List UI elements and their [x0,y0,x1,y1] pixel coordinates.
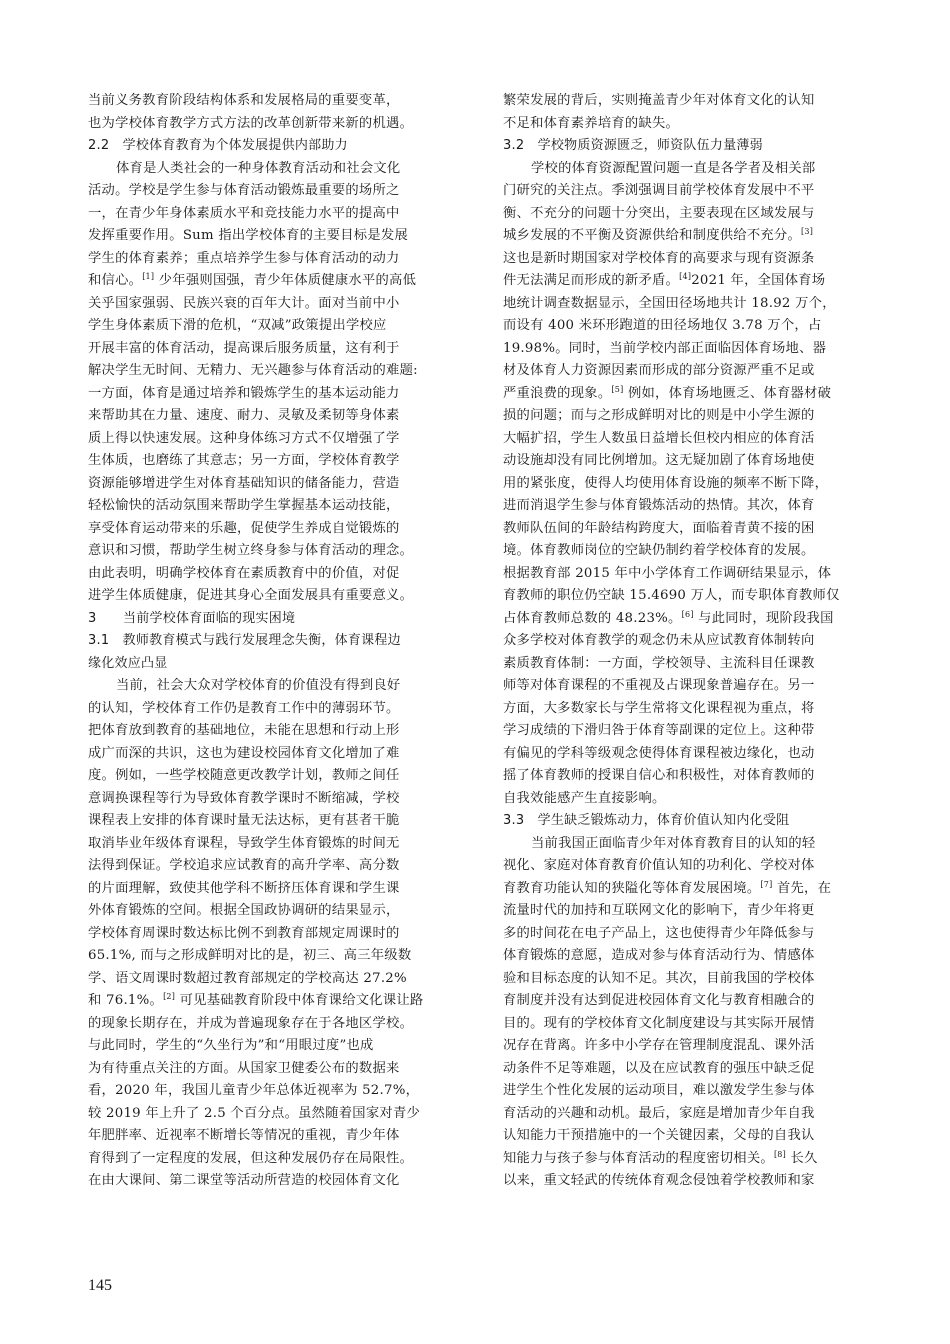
line-text: 目的。现有的学校体育文化制度建设与其实际开展情 [503,1015,815,1031]
line-text: 境。体育教师岗位的空缺仍制约着学校体育的发展。 [503,543,815,558]
paragraph-line [88,563,470,586]
paragraph-line [503,698,885,721]
line-text: 也为学校体育教学方式方法的改革创新带来新的机遇。 [88,115,414,131]
line-text: 来帮助其在力量、速度、耐力、灵敏及柔韧等身体素 [88,408,400,423]
line-text: 体育锻炼的意愿，造成对参与体育活动行为、情感体 [503,948,815,963]
paragraph-line [88,405,470,428]
line-text: 享受体育运动带来的乐趣，促使学生养成自觉锻炼的 [88,520,400,536]
paragraph-line [88,833,470,856]
line-text: 取消毕业年级体育课程，导致学生体育锻炼的时间无 [88,835,400,851]
line-text: 城乡发展的不平衡及资源供给和制度供给不充分。 [503,228,802,243]
line-text: 由此表明，明确学校体育在素质教育中的价值，对促 [88,565,400,581]
line-text: 进学生个性化发展的运动项目，难以激发学生参与体 [503,1083,815,1098]
line-text: 年肥胖率、近视率不断增长等情况的重视，青少年体 [88,1128,400,1143]
line-text: 学、语文周课时数超过教育部规定的学校高达 27.2% [88,970,407,986]
paragraph-line [503,1148,885,1171]
section-heading-line [503,810,885,833]
line-text: 根据教育部 2015 年中小学体育工作调研结果显示，体 [503,565,832,581]
line-text: 体育是人类社会的一种身体教育活动和社会文化 [116,160,401,176]
line-text: 3.1 教师教育模式与践行发展理念失衡，体育课程边 [88,633,401,648]
paragraph-line [88,315,470,338]
paragraph-line [88,293,470,316]
line-text-continued: 可见基础教育阶段中体育课给文化课让路 [175,993,424,1008]
paragraph-line [88,990,470,1013]
line-text: 3.3 学生缺乏锻炼动力，体育价值认知内化受阻 [503,813,790,828]
line-text: 损的问题；而与之形成鲜明对比的则是中小学生源的 [503,408,815,423]
line-text: 的片面理解，致使其他学科不断挤压体育课和学生课 [88,880,400,896]
right-text-column [503,90,885,1193]
citation-marker: [5] [611,384,624,394]
line-text: 的现象长期存在，并成为普遍现象存在于各地区学校。 [88,1015,414,1031]
paragraph-line [503,450,885,473]
paragraph-line [88,1080,470,1103]
line-text: 进而消退学生参与体育锻炼活动的热情。其次，体育 [503,498,815,513]
paragraph-line [88,1125,470,1148]
paragraph-line [503,270,885,293]
line-text: 学生身体素质下滑的危机，“双减”政策提出学校应 [88,318,387,333]
paragraph-line [88,270,470,293]
line-text: 不足和体育素养培育的缺失。 [503,115,680,131]
line-text: 这也是新时期国家对学校体育的高要求与现有资源条 [503,250,815,266]
paragraph-line [503,473,885,496]
paragraph-line [88,180,470,203]
line-text: 知能力与孩子参与体育活动的程度密切相关。 [503,1150,774,1166]
paragraph-line [88,810,470,833]
paragraph-line [88,248,470,271]
paragraph-line [503,720,885,743]
line-text: 学生的体育素养；重点培养学生参与体育活动的动力 [88,250,400,266]
line-text: 有偏见的学科等级观念使得体育课程被边缘化，也动 [503,745,815,761]
line-text: 缘化效应凸显 [88,655,168,671]
line-text: 学习成绩的下滑归咎于体育等副课的定位上。这种带 [503,723,815,738]
paragraph-line [503,405,885,428]
paragraph-line [503,788,885,811]
paragraph-line [88,1170,470,1193]
paragraph-line [503,653,885,676]
line-text: 而设有 400 米环形跑道的田径场地仅 3.78 万个，占 [503,318,822,333]
line-text: 和信心。 [88,273,143,288]
line-text: 用的紧张度，使得人均使用体育设施的频率不断下降， [503,475,829,491]
paragraph-line [88,720,470,743]
paragraph-line [503,180,885,203]
line-text: 师等对体育课程的不重视及占课现象普遍存在。另一 [503,678,815,693]
citation-marker: [4] [679,272,692,281]
paragraph-line [503,900,885,923]
line-text: 摇了体育教师的授课自信心和积极性，对体育教师的 [503,768,815,783]
paragraph-line [503,743,885,766]
paragraph-line [88,878,470,901]
paragraph-line [503,923,885,946]
paragraph-line [503,1170,885,1193]
line-text: 法得到保证。学校追求应试教育的高升学率、高分数 [88,858,400,873]
line-text: 意识和习惯，帮助学生树立终身参与体育活动的理念。 [88,543,414,558]
line-text: 较 2019 年上升了 2.5 个百分点。虽然随着国家对青少 [88,1105,421,1121]
paragraph-line [503,1035,885,1058]
line-text: 资源能够增进学生对体育基础知识的储备能力，营造 [88,475,400,491]
paragraph-line [503,1058,885,1081]
paragraph-line [503,540,885,563]
paragraph-line [88,1058,470,1081]
paragraph-line [88,585,470,608]
line-text: 育教育功能认知的狭隘化等体育发展困境。 [503,880,761,896]
paragraph-line [503,630,885,653]
paragraph-line [503,495,885,518]
line-text-continued: 长久 [786,1150,818,1166]
paragraph-line [503,833,885,856]
line-text: 外体育锻炼的空间。根据全国政协调研的结果显示， [88,903,400,918]
paragraph-line [503,203,885,226]
paragraph-line [88,428,470,451]
citation-marker: [2] [163,992,176,1001]
line-text: 当前义务教育阶段结构体系和发展格局的重要变革， [88,93,400,108]
line-text: 发挥重要作用。Sum 指出学校体育的主要目标是发展 [88,228,408,243]
line-text: 成广而深的共识，这也为建设校园体育文化增加了难 [88,745,400,761]
citation-marker: [8] [773,1149,787,1159]
paragraph-line [88,360,470,383]
paragraph-line [88,540,470,563]
paragraph-line [503,968,885,991]
paragraph-line [88,765,470,788]
line-text: 大幅扩招，学生人数虽日益增长但校内相应的体育活 [503,430,815,446]
paragraph-line [503,1080,885,1103]
paragraph-line [88,158,470,181]
paragraph-line [503,1125,885,1148]
line-text: 流量时代的加持和互联网文化的影响下，青少年将更 [503,903,815,918]
paragraph-line [503,383,885,406]
line-text: 方面，大多数家长与学生常将文化课程视为重点，将 [503,700,815,716]
line-text: 在由大课间、第二课堂等活动所营造的校园体育文化 [88,1173,400,1188]
paragraph-line [88,383,470,406]
citation-marker: [7] [760,879,773,889]
citation-marker: [3] [801,227,814,236]
paragraph-line [503,563,885,586]
line-text: 一，在青少年身体素质水平和竞技能力水平的提高中 [88,205,400,221]
line-text: 轻松愉快的活动氛围来帮助学生掌握基本运动技能， [88,498,400,513]
line-text: 为有待重点关注的方面。从国家卫健委公布的数据来 [88,1060,400,1076]
paragraph-line [88,1148,470,1171]
paragraph-line [503,315,885,338]
line-text-continued: 少年强则国强，青少年体质健康水平的高低 [154,273,417,288]
line-text: 课程表上安排的体育课时量无法达标，更有甚者干脆 [88,813,400,828]
line-text: 育得到了一定程度的发展，但这种发展仍存在局限性。 [88,1150,414,1166]
paragraph-line [88,518,470,541]
line-text: 自我效能感产生直接影响。 [503,790,666,806]
line-text: 严重浪费的现象。 [503,385,612,401]
page-number: 145 [88,1277,112,1294]
line-text: 意调换课程等行为导致体育教学课时不断缩减，学校 [88,790,400,806]
paragraph-line [503,1103,885,1126]
line-text: 繁荣发展的背后，实则掩盖青少年对体育文化的认知 [503,93,815,108]
line-text: 学校体育周课时数达标比例不到教育部规定周课时的 [88,925,400,941]
line-text: 学校的体育资源配置问题一直是各学者及相关部 [531,160,816,176]
paragraph-line [503,225,885,248]
line-text: 当前，社会大众对学校体育的价值没有得到良好 [116,678,401,693]
paragraph-line [88,855,470,878]
line-text: 开展丰富的体育活动，提高课后服务质量，这有利于 [88,340,400,356]
line-text: 65.1%, 而与之形成鲜明对比的是，初三、高三年级数 [88,948,412,963]
line-text: 众多学校对体育教学的观念仍未从应试教育体制转向 [503,633,815,648]
line-text: 视化、家庭对体育教育价值认知的功利化、学校对体 [503,858,815,873]
section-heading-line [88,135,470,158]
line-text: 生体质，也磨练了其意志；另一方面，学校体育教学 [88,453,400,468]
paragraph-line [503,608,885,631]
line-text-continued: 2021 年，全国体育场 [691,273,826,288]
section-heading-line [88,630,470,653]
line-text: 活动。学校是学生参与体育活动锻炼最重要的场所之 [88,183,400,198]
line-text: 和 76.1%。 [88,993,164,1008]
left-text-column [88,90,470,1193]
line-text: 验和目标态度的认知不足。其次，目前我国的学校体 [503,970,815,986]
line-text: 件无法满足而形成的新矛盾。 [503,273,680,288]
line-text: 与此同时，学生的“久坐行为”和“用眼过度”也成 [88,1038,374,1053]
paragraph-line [88,225,470,248]
line-text: 多的时间花在电子产品上，这也使得青少年降低参与 [503,925,815,941]
paragraph-line [503,585,885,608]
paragraph-line [88,968,470,991]
line-text: 19.98%。同时，当前学校内部正面临因体育场地、器 [503,340,827,356]
paragraph-line [88,788,470,811]
citation-marker: [1] [142,272,155,281]
paragraph-line [503,675,885,698]
line-text: 认知能力干预措施中的一个关键因素，父母的自我认 [503,1128,815,1143]
line-text-continued: 首先，在 [772,880,832,896]
line-text: 育制度并没有达到促进校园体育文化与教育相融合的 [503,993,815,1008]
paragraph-line [503,158,885,181]
paragraph-line [88,1013,470,1036]
paragraph-line [88,495,470,518]
section-heading-line [88,608,470,631]
paragraph-line [88,900,470,923]
paragraph-line [88,1103,470,1126]
paragraph-line [503,518,885,541]
section-heading-line [88,653,470,676]
paragraph-line [88,203,470,226]
paragraph-line [503,248,885,271]
citation-marker: [6] [681,609,694,619]
paragraph-line [503,855,885,878]
paragraph-line [88,473,470,496]
paragraph-line [88,743,470,766]
line-text: 进学生体质健康，促进其身心全面发展具有重要意义。 [88,588,414,603]
paragraph-line [88,338,470,361]
paragraph-line [88,450,470,473]
line-text: 质上得以快速发展。这种身体练习方式不仅增强了学 [88,430,400,446]
line-text: 育活动的兴趣和动机。最后，家庭是增加青少年自我 [503,1105,815,1121]
line-text: 3 当前学校体育面临的现实困境 [88,610,296,626]
section-heading-line [503,135,885,158]
line-text: 看，2020 年，我国儿童青少年总体近视率为 52.7%， [88,1083,420,1098]
paragraph-line [503,878,885,901]
line-text-continued: 与此同时，现阶段我国 [693,610,834,626]
line-text: 占体育教师总数的 48.23%。 [503,610,682,626]
paragraph-line [88,698,470,721]
line-text: 教师队伍间的年龄结构跨度大，面临着青黄不接的困 [503,520,815,536]
line-text: 况存在背离。许多中小学存在管理制度混乱、课外活 [503,1038,815,1053]
line-text-continued: 例如，体育场地匮乏、体育器材破 [623,385,832,401]
line-text: 素质教育体制：一方面，学校领导、主流科目任课教 [503,655,815,671]
paragraph-line [503,765,885,788]
line-text: 动设施却没有同比例增加。这无疑加剧了体育场地使 [503,453,815,468]
paragraph-line [503,293,885,316]
paragraph-line [88,923,470,946]
line-text: 的认知，学校体育工作仍是教育工作中的薄弱环节。 [88,700,400,716]
line-text: 关乎国家强弱、民族兴衰的百年大计。面对当前中小 [88,295,400,311]
paragraph-line [503,1013,885,1036]
line-text: 2.2 学校体育教育为个体发展提供内部助力 [88,138,348,153]
paragraph-line [503,428,885,451]
paragraph-line [88,675,470,698]
line-text: 解决学生无时间、无精力、无兴趣参与体育活动的难题: [88,363,418,378]
paragraph-line [503,338,885,361]
line-text: 地统计调查数据显示，全国田径场地共计 18.92 万个， [503,295,836,311]
paragraph-line [88,113,470,136]
line-text: 门研究的关注点。季浏强调目前学校体育发展中不平 [503,183,815,198]
line-text: 一方面，体育是通过培养和锻炼学生的基本运动能力 [88,385,400,401]
paragraph-line [503,113,885,136]
paragraph-line [88,1035,470,1058]
line-text: 把体育放到教育的基础地位，未能在思想和行动上形 [88,723,400,738]
line-text: 以来，重文轻武的传统体育观念侵蚀着学校教师和家 [503,1173,815,1188]
paragraph-line [88,945,470,968]
paragraph-line [503,945,885,968]
line-text: 动条件不足等难题，以及在应试教育的强压中缺乏促 [503,1060,815,1076]
paragraph-line [503,90,885,113]
paragraph-line [88,90,470,113]
line-text: 材及体育人力资源因素而形成的部分资源严重不足或 [503,363,815,378]
line-text: 3.2 学校物质资源匮乏，师资队伍力量薄弱 [503,138,763,153]
line-text: 度。例如，一些学校随意更改教学计划，教师之间任 [88,768,400,783]
line-text: 衡、不充分的问题十分突出，主要表现在区域发展与 [503,205,815,221]
line-text: 当前我国正面临青少年对体育教育目的认知的轻 [531,835,816,851]
paragraph-line [503,360,885,383]
line-text: 育教师的职位仍空缺 15.4690 万人，而专职体育教师仅 [503,588,840,603]
paragraph-line [503,990,885,1013]
